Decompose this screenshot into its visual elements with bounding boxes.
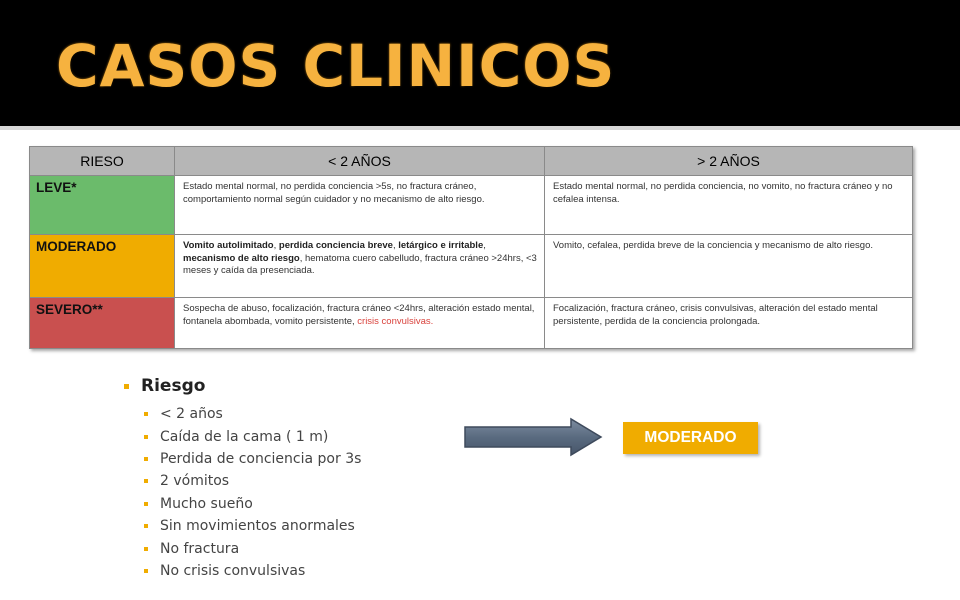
list-item: Mucho sueño	[144, 493, 361, 515]
list-item: No crisis convulsivas	[144, 560, 361, 582]
table-row-moderado	[30, 235, 913, 298]
square-bullet-icon	[144, 502, 148, 506]
list-item: No fractura	[144, 537, 361, 559]
list-item: Sin movimientos anormales	[144, 515, 361, 537]
table-row-severo	[30, 298, 913, 349]
table-row-leve	[30, 176, 913, 235]
header-risk: RIESO	[30, 147, 175, 176]
table-header-row	[30, 147, 913, 176]
list-item: Perdida de conciencia por 3s	[144, 448, 361, 470]
square-bullet-icon	[144, 435, 148, 439]
title-band	[0, 0, 960, 126]
header-under-2: < 2 AÑOS	[175, 147, 545, 176]
moderado-under-2: Vomito autolimitado, perdida conciencia breve, letárgico e irritable, mecanismo de alto riesgo, hematoma cuero cabelludo, fractura cráneo >24hrs, <3 meses y caída da presenciada.	[175, 235, 545, 298]
leve-over-2: Estado mental normal, no perdida conciencia, no vomito, no fractura cráneo y no cefalea intensa.	[545, 176, 913, 235]
list-item: 2 vómitos	[144, 470, 361, 492]
level-severo: SEVERO**	[30, 298, 175, 349]
square-bullet-icon	[144, 479, 148, 483]
list-item: < 2 años	[144, 403, 361, 425]
square-bullet-icon	[144, 457, 148, 461]
severo-over-2: Focalización, fractura cráneo, crisis convulsivas, alteración del estado mental persistente, perdida de la conciencia prolongada.	[545, 298, 913, 349]
risk-case-list	[124, 374, 361, 582]
risk-heading: Riesgo	[124, 374, 361, 398]
list-item: Caída de la cama ( 1 m)	[144, 425, 361, 447]
severo-under-2: Sospecha de abuso, focalización, fractura cráneo <24hrs, alteración estado mental, fontanela abombada, vomito persistente, crisis convulsivas.	[175, 298, 545, 349]
square-bullet-icon	[144, 524, 148, 528]
level-moderado: MODERADO	[30, 235, 175, 298]
leve-under-2: Estado mental normal, no perdida conciencia >5s, no fractura cráneo, comportamiento normal según cuidador y no mecanismo de alto riesgo.	[175, 176, 545, 235]
moderado-over-2: Vomito, cefalea, perdida breve de la conciencia y mecanismo de alto riesgo.	[545, 235, 913, 298]
arrow-right-icon	[463, 417, 605, 457]
square-bullet-icon	[124, 384, 129, 389]
header-over-2: > 2 AÑOS	[545, 147, 913, 176]
result-badge: MODERADO	[623, 422, 758, 454]
highlight-crisis: crisis convulsivas.	[357, 315, 434, 327]
risk-items	[144, 403, 361, 582]
square-bullet-icon	[144, 569, 148, 573]
slide-content	[0, 126, 960, 600]
square-bullet-icon	[144, 412, 148, 416]
level-leve: LEVE*	[30, 176, 175, 235]
risk-table	[29, 146, 913, 349]
slide-title: CASOS CLINICOS	[56, 32, 616, 100]
square-bullet-icon	[144, 547, 148, 551]
